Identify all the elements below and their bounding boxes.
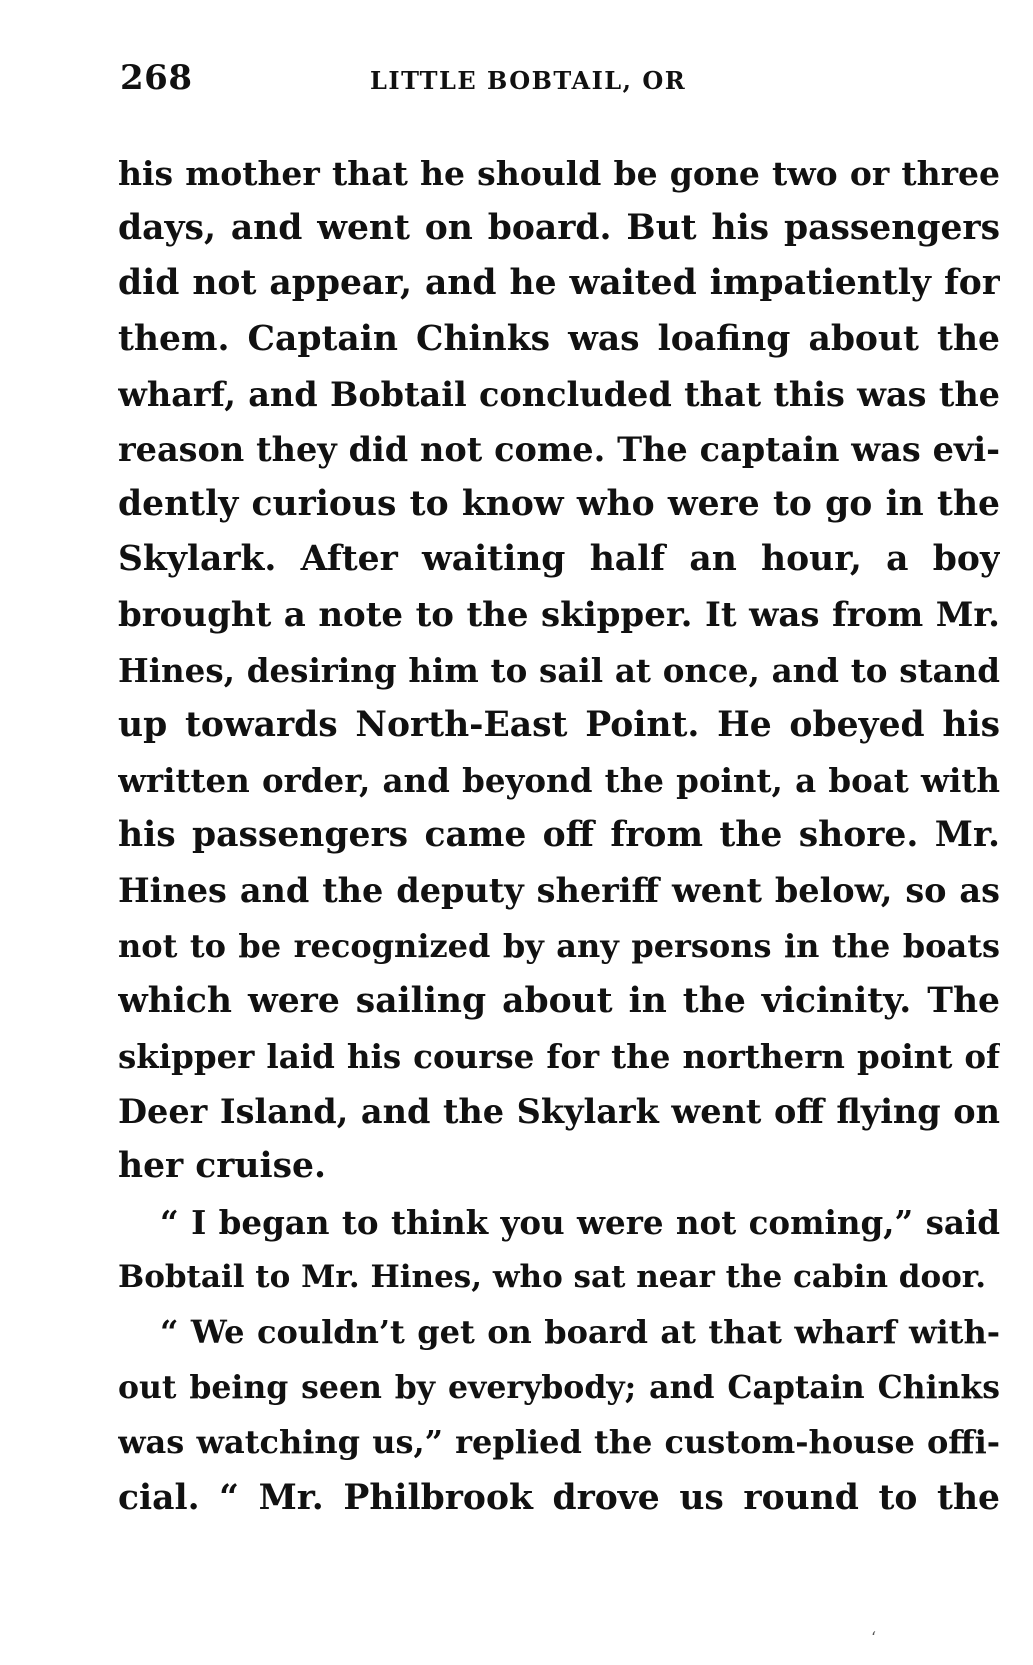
text-line: days, and went on board. But his passengers bbox=[118, 208, 1000, 249]
text-line: was watching us,” replied the custom-house offi- bbox=[118, 1423, 1000, 1462]
text-line: up towards North-East Point. He obeyed his bbox=[118, 704, 1000, 745]
text-line: Deer Island, and the Skylark went off flying on bbox=[118, 1092, 1000, 1132]
text-line: did not appear, and he waited impatiently for bbox=[118, 263, 1000, 304]
page-number: 268 bbox=[120, 58, 193, 98]
text-line: Bobtail to Mr. Hines, who sat near the cabin door. bbox=[118, 1258, 987, 1295]
body-text bbox=[118, 146, 1000, 1526]
text-line: Hines, desiring him to sail at once, and to stand bbox=[118, 650, 1000, 690]
text-line: cial. “ Mr. Philbrook drove us round to the bbox=[118, 1477, 1000, 1518]
text-line: brought a note to the skipper. It was from Mr. bbox=[118, 594, 1000, 635]
text-line: dently curious to know who were to go in the bbox=[118, 484, 1000, 525]
text-line: Skylark. After waiting half an hour, a boy bbox=[118, 539, 1000, 580]
running-head: LITTLE BOBTAIL, OR bbox=[370, 66, 687, 95]
text-line: wharf, and Bobtail concluded that this was the bbox=[118, 374, 1000, 414]
stray-mark: ʻ bbox=[871, 1628, 877, 1647]
text-line: which were sailing about in the vicinity. The bbox=[118, 980, 1000, 1021]
text-line: her cruise. bbox=[118, 1146, 326, 1187]
text-line: out being seen by everybody; and Captain Chinks bbox=[118, 1369, 1000, 1407]
text-line: not to be recognized by any persons in the boats bbox=[118, 926, 1000, 965]
text-line: them. Captain Chinks was loafing about the bbox=[118, 318, 1000, 359]
text-line: written order, and beyond the point, a boat with bbox=[118, 761, 1000, 801]
text-line: “ I began to think you were not coming,” said bbox=[160, 1202, 1000, 1242]
text-line: Hines and the deputy sheriff went below, so as bbox=[118, 871, 1000, 911]
page-header bbox=[120, 58, 1000, 98]
text-line: skipper laid his course for the northern point of bbox=[118, 1037, 1000, 1076]
text-line: “ We couldn’t get on board at that wharf with- bbox=[160, 1312, 1000, 1351]
text-line: his mother that he should be gone two or three bbox=[118, 154, 1000, 193]
text-line: his passengers came off from the shore. Mr. bbox=[118, 815, 1000, 856]
text-line: reason they did not come. The captain was evi- bbox=[118, 429, 1000, 469]
